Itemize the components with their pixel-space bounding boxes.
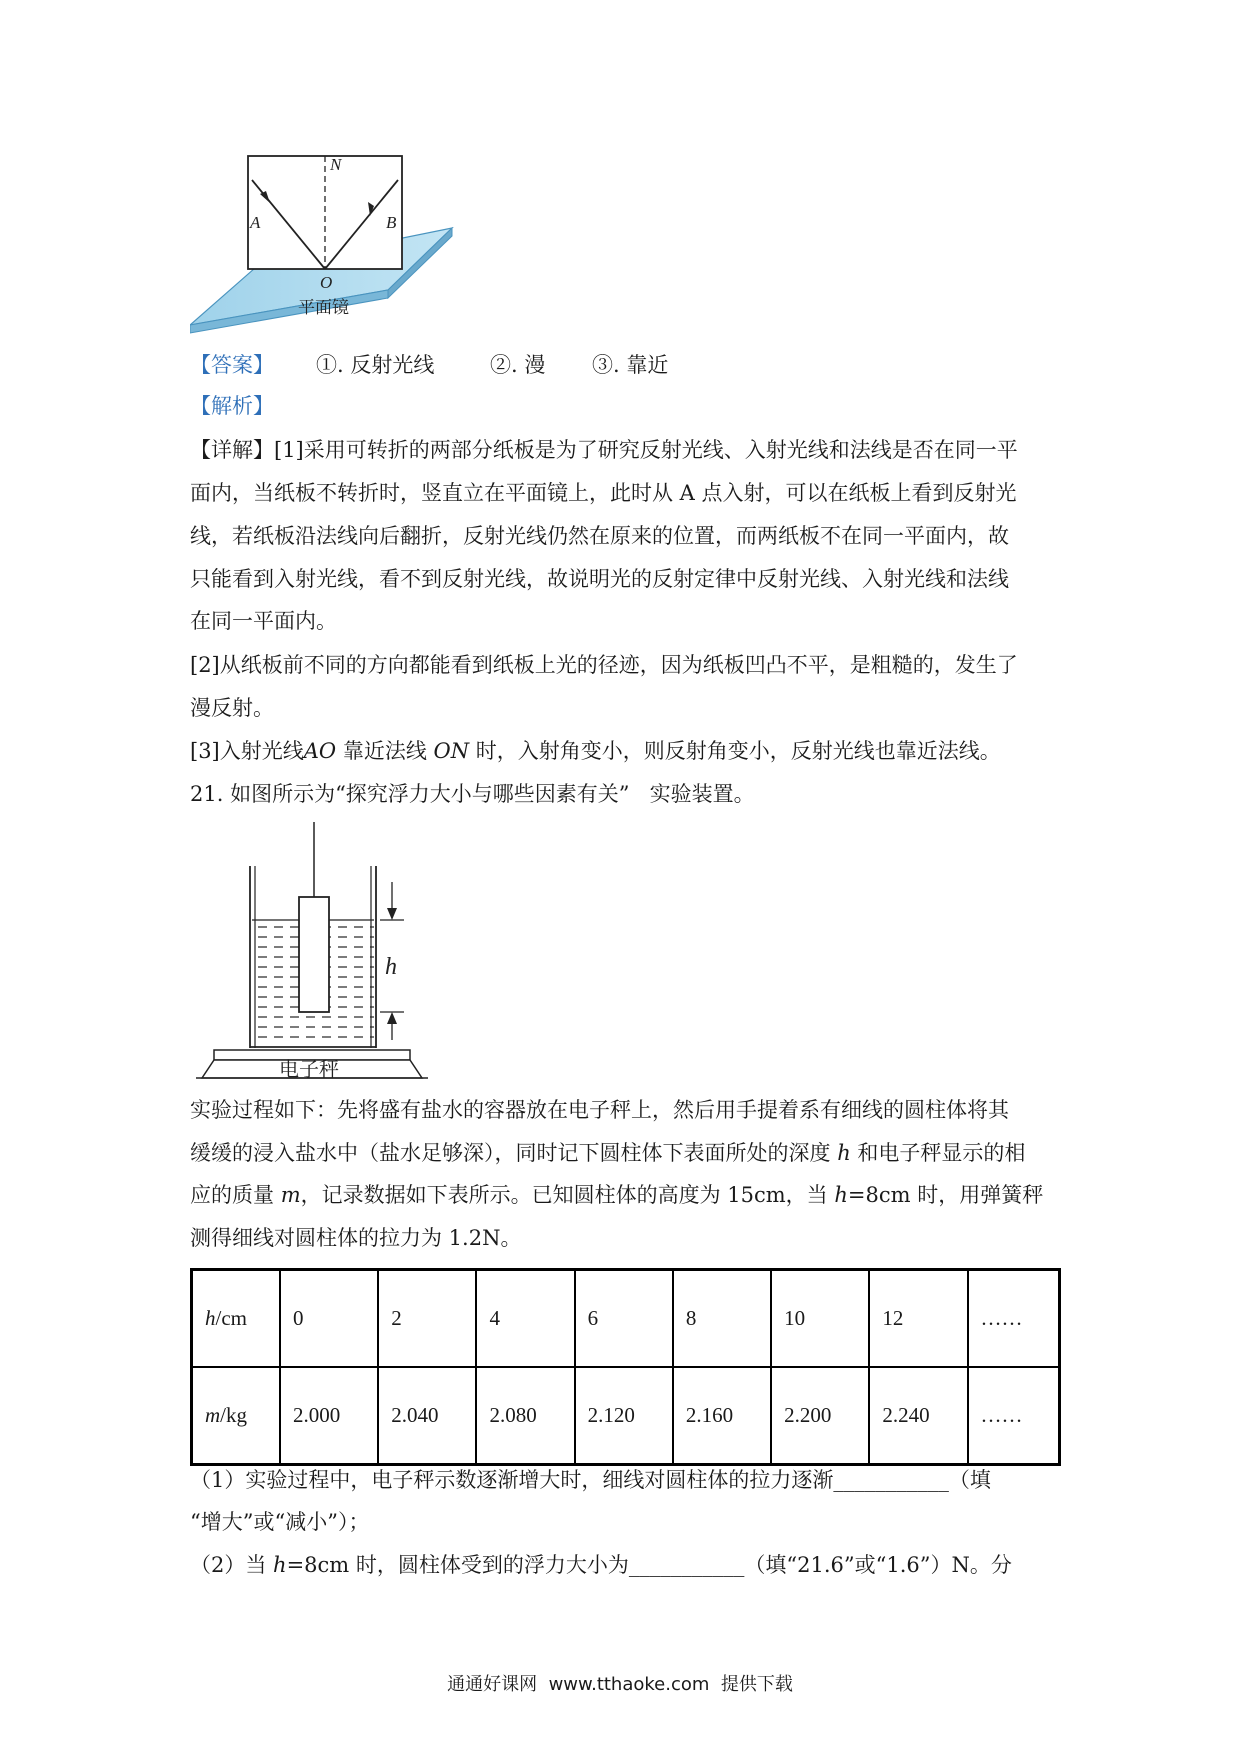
detail-l8-ao: AO (303, 739, 337, 763)
table-cell: 2.080 (476, 1367, 574, 1465)
label-n: N (330, 155, 342, 174)
detail-line-8 (190, 736, 1070, 766)
detail-l8-on: ON (433, 739, 470, 763)
arrow-down (387, 908, 397, 920)
question-21-title: 21. 如图所示为“探究浮力大小与哪些因素有关” 实验装置。 (190, 782, 755, 806)
q21-para-4-text: 测得细线对圆柱体的拉力为 1.2N。 (190, 1226, 522, 1250)
detail-l8-part-3: 靠近法线 (336, 739, 434, 763)
detail-line-6: [2]从纸板前不同的方向都能看到纸板上光的径迹，因为纸板凹凸不平，是粗糙的，发生了 (190, 653, 1018, 677)
detail-line-2: 面内，当纸板不转折时，竖直立在平面镜上，此时从 A 点入射，可以在纸板上看到反射光 (190, 481, 1017, 505)
answer-label: 【答案】 (190, 353, 274, 377)
table-cell: …… (968, 1270, 1060, 1367)
q21-para-2-h: h (837, 1141, 851, 1165)
label-a: A (250, 213, 261, 232)
table-cell: 6 (575, 1270, 673, 1367)
table-row-m (192, 1367, 1060, 1465)
mirror-label: 平面镜 (298, 298, 349, 318)
table-cell: 2.120 (575, 1367, 673, 1465)
table-head-m: m/kg (192, 1367, 281, 1465)
table-cell: 2.200 (771, 1367, 869, 1465)
detail-line-1 (190, 435, 1070, 465)
q21-para-1 (190, 1095, 1070, 1125)
detail-l8-part-5: 时，入射角变小，则反射角变小，反射光线也靠近法线。 (469, 739, 1001, 763)
q21-sub2-a: （2）当 (190, 1553, 274, 1577)
detail-line-7: 漫反射。 (190, 696, 274, 720)
q21-sub2-b: =8cm 时，圆柱体受到的浮力大小为___________（填“21.6”或“1.6”）N。分 (286, 1553, 1012, 1577)
table-cell: 2.240 (869, 1367, 967, 1465)
label-b: B (386, 213, 397, 232)
table-cell: 10 (771, 1270, 869, 1367)
q21-sub2 (190, 1550, 1070, 1580)
q21-para-3-b: ，记录数据如下表所示。已知圆柱体的高度为 15cm，当 (300, 1183, 835, 1207)
q21-para-2-b: 和电子秤显示的相 (850, 1141, 1026, 1165)
answer-row (190, 350, 1070, 380)
detail-line-4: 只能看到入射光线，看不到反射光线，故说明光的反射定律中反射光线、入射光线和法线 (190, 567, 1009, 591)
answer-option-1: ①. 反射光线 (316, 353, 435, 377)
paper-board (248, 156, 402, 269)
buoyancy-diagram (192, 822, 442, 1080)
reflection-diagram (190, 150, 470, 340)
data-table (190, 1268, 1061, 1466)
table-row-h (192, 1270, 1060, 1367)
q21-para-2-a: 缓缓的浸入盐水中（盐水足够深），同时记下圆柱体下表面所处的深度 (190, 1141, 838, 1165)
q21-para-3 (190, 1180, 1070, 1210)
label-o: O (320, 273, 333, 292)
table-cell: 2.040 (378, 1367, 476, 1465)
q21-para-2 (190, 1138, 1070, 1168)
answer-option-2: ②. 漫 (490, 353, 546, 377)
q21-sub1-line1: （1）实验过程中，电子秤示数逐渐增大时，细线对圆柱体的拉力逐渐___________（填 (190, 1468, 991, 1492)
q21-para-3-c: =8cm 时，用弹簧秤 (847, 1183, 1044, 1207)
q21-para-3-m: m (280, 1183, 301, 1207)
label-h: h (385, 954, 397, 980)
q21-para-1-text: 实验过程如下：先将盛有盐水的容器放在电子秤上，然后用手提着系有细线的圆柱体将其 (190, 1098, 1009, 1122)
table-cell: 8 (673, 1270, 771, 1367)
answer-option-3: ③. 靠近 (592, 353, 669, 377)
q21-para-3-h: h (834, 1183, 848, 1207)
table-cell: 0 (280, 1270, 378, 1367)
detail-l8-part-1: [3]入射光线 (190, 739, 304, 763)
table-cell: 2 (378, 1270, 476, 1367)
table-head-h: h/cm (192, 1270, 281, 1367)
table-cell: 12 (869, 1270, 967, 1367)
analysis-label: 【解析】 (190, 394, 274, 418)
detail-text-1: [1]采用可转折的两部分纸板是为了研究反射光线、入射光线和法线是否在同一平 (274, 438, 1018, 462)
detail-line-5: 在同一平面内。 (190, 609, 337, 633)
page-footer: 通通好课网 www.tthaoke.com 提供下载 (447, 1674, 793, 1695)
q21-para-4 (190, 1223, 1070, 1253)
detail-line-3: 线，若纸板沿法线向后翻折，反射光线仍然在原来的位置，而两纸板不在同一平面内，故 (190, 524, 1009, 548)
q21-sub2-h: h (273, 1553, 287, 1577)
table-cell: 4 (476, 1270, 574, 1367)
table-cell: …… (968, 1367, 1060, 1465)
table-cell: 2.160 (673, 1367, 771, 1465)
q21-sub1-line2: “增大”或“减小”）； (190, 1510, 370, 1534)
table-cell: 2.000 (280, 1367, 378, 1465)
cylinder (299, 897, 329, 1012)
detail-label: 【详解】 (190, 438, 274, 462)
scale-label: 电子秤 (279, 1057, 339, 1080)
q21-para-3-a: 应的质量 (190, 1183, 281, 1207)
